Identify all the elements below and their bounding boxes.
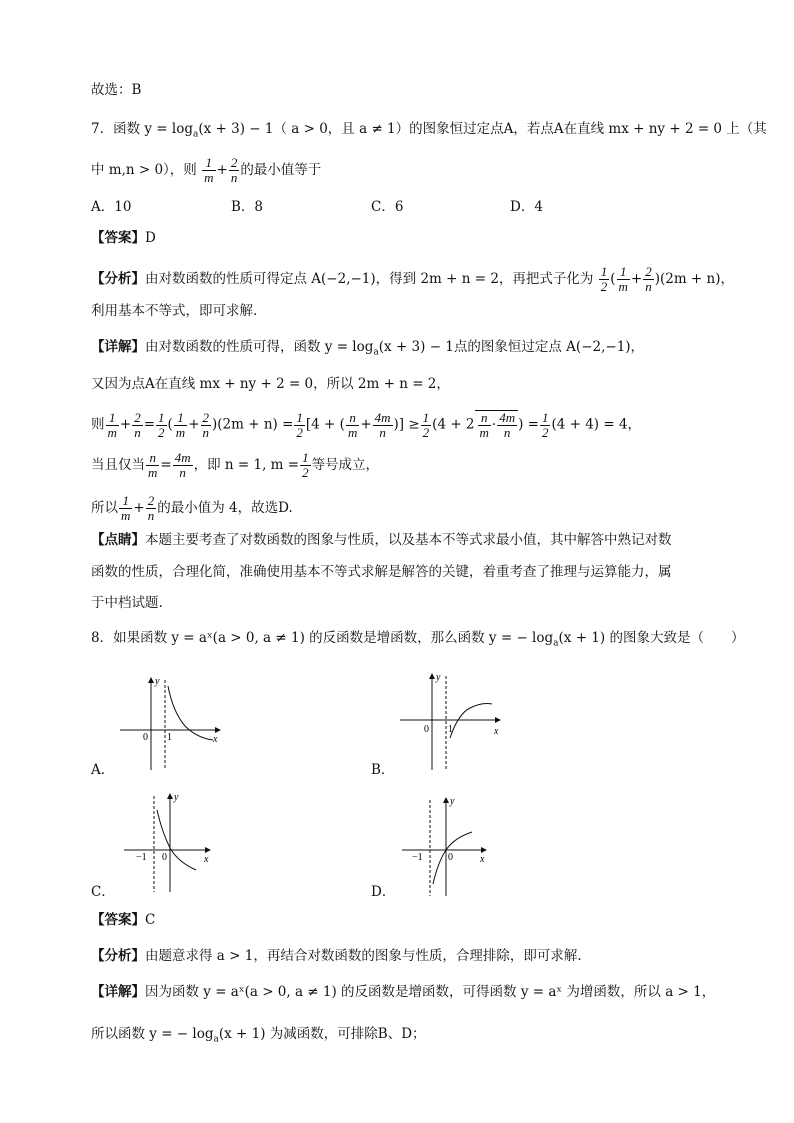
log-base: a	[213, 1034, 219, 1045]
fraction-half: $\frac{1}{2}$	[302, 450, 309, 480]
q7-comment-line-3: 于中档试题.	[91, 595, 163, 611]
fraction-n-over-m: $\frac{n}{m}$	[148, 450, 158, 480]
detail3-a: 则	[91, 416, 105, 433]
answer-tag: 【答案】	[91, 230, 145, 246]
detail-text-b: (x + 3) − 1点的图象恒过定点 A(−2,−1)，	[378, 339, 645, 355]
q7-stem-line-1	[91, 119, 767, 145]
fraction-half: $\frac{1}{2}$	[600, 264, 608, 294]
fraction-2-over-n: $\frac{2}{n}$	[202, 409, 209, 440]
detail4-b: ，即 n = 1, m =	[193, 457, 300, 473]
q7-option-d: D．4	[510, 199, 543, 215]
fraction-n-over-m: $\frac{n}{m}$	[347, 409, 358, 440]
fraction-half: $\frac{1}{2}$	[422, 409, 430, 440]
fraction-half: $\frac{1}{2}$	[541, 409, 549, 440]
detail5-a: 所以	[91, 500, 118, 516]
answer-value: D	[145, 230, 156, 246]
q7-analysis-line-1: 【分析】由对数函数的性质可得定点 A(−2,−1)，得到 2m + n = 2，再把式子化为 $\frac{1}{2}$ ( $\frac{1}{m}$ + $\frac{2}{n}$ )(2m + n)，	[91, 264, 734, 294]
fraction-2-over-n: $\frac{2}{n}$	[134, 409, 141, 440]
q7-analysis-line-2: 利用基本不等式，即可求解.	[91, 303, 258, 319]
fraction-1-over-m: $\frac{1}{m}$	[175, 409, 186, 440]
detail-text-a: 所以函数 y = − log	[91, 1026, 214, 1042]
detail-text: 因为函数 y = aˣ(a > 0, a ≠ 1) 的反函数是增函数，可得函数 y = aˣ 为增函数，所以 a > 1，	[145, 984, 716, 1000]
q8-detail-line-2	[91, 1024, 426, 1050]
detail-text-b: (x + 1) 为减函数，可排除B、D；	[218, 1026, 426, 1042]
q7-detail-line-3: 则 $\frac{1}{m}$ + $\frac{2}{n}$ = $\frac{1}{2}$ ( $\frac{1}{m}$ + $\frac{2}{n}$ )(2m + n) = $\frac{1}{2}$ [4 + ( $\frac{n}{m}$ + $\frac{4m}{n}$ )] ≥ $\frac{1}{2}$ (4 + 2 $\frac{n}{m}$ · $\frac{4m}{n}$ ) = $\frac{1}{2}$ (4 + 4) = 4，	[91, 409, 642, 440]
detail-text-a: 由对数函数的性质可得，函数 y = log	[145, 339, 374, 355]
fraction-4m-over-n: $\frac{4m}{n}$	[174, 450, 191, 480]
q7-option-b: B．8	[231, 199, 264, 215]
q8-answer	[91, 910, 155, 930]
q7-detail-line-1	[91, 337, 644, 363]
q8-detail-line-1	[91, 982, 715, 1002]
fraction-1-over-m: $\frac{1}{m}$	[618, 264, 628, 294]
q8-option-c: C．	[91, 884, 115, 900]
log-base: a	[193, 129, 199, 140]
q7-stem-line-2: 中 m,n > 0），则 $\frac{1}{m}$ + $\frac{2}{n}$ 的最小值等于	[91, 155, 322, 185]
fraction-2-over-n: $\frac{2}{n}$	[230, 155, 238, 185]
fraction-2-over-n: $\frac{2}{n}$	[147, 493, 155, 523]
q7-answer	[91, 228, 156, 248]
q7-stem-part-a: 7．函数 y = log	[91, 121, 193, 137]
q7-stem-part-c2: 的最小值等于	[240, 162, 322, 178]
graph-label-one: 1	[167, 732, 172, 743]
detail4-c: 等号成立，	[311, 457, 380, 473]
detail3-b: (2m + n) =	[217, 416, 294, 433]
q7-comment-line-1	[91, 530, 672, 550]
graph-option-d	[400, 792, 496, 898]
detail4-a: 当且仅当	[91, 457, 145, 473]
graph-option-a	[115, 672, 225, 772]
fraction-half: $\frac{1}{2}$	[158, 409, 165, 440]
q8-text-b: (x + 1) 的图象大致是（ ）	[558, 630, 745, 646]
detail3-f: ) =	[518, 416, 539, 433]
graph-label-x: x	[494, 726, 499, 737]
q8-option-d: D．	[371, 884, 396, 900]
q7-option-c: C．6	[371, 199, 404, 215]
fraction-1-over-m: $\frac{1}{m}$	[204, 155, 214, 185]
graph-label-y: y	[155, 676, 160, 687]
analysis-text-b: (2m + n)，	[659, 271, 734, 287]
q7-option-a: A．10	[91, 199, 132, 215]
graph-label-zero: 0	[448, 852, 453, 863]
detail3-c: [4 + (	[305, 416, 345, 433]
analysis-text: 由题意求得 a > 1，再结合对数函数的图象与性质，合理排除，即可求解.	[145, 948, 582, 964]
fraction-4m-over-n: $\frac{4m}{n}$	[374, 409, 391, 440]
graph-label-y: y	[450, 796, 455, 807]
sqrt-expression: $\frac{n}{m}$ · $\frac{4m}{n}$	[475, 410, 519, 440]
q7-detail-line-5: 所以 $\frac{1}{m}$ + $\frac{2}{n}$ 的最小值为 4，故选D.	[91, 493, 293, 523]
detail3-e: (4 + 2	[432, 416, 475, 433]
fraction-half: $\frac{1}{2}$	[296, 409, 303, 440]
graph-label-zero: 0	[424, 724, 429, 735]
q8-option-a: A．	[91, 762, 115, 778]
q7-detail-line-2: 又因为点A在直线 mx + ny + 2 = 0，所以 2m + n = 2，	[91, 376, 450, 392]
detail-tag: 【详解】	[91, 339, 145, 355]
detail3-g: (4 + 4) = 4，	[551, 416, 642, 433]
analysis-text: 由对数函数的性质可得定点 A(−2,−1)，得到 2m + n = 2，再把式子化为	[145, 271, 594, 287]
detail5-b: 的最小值为 4，故选D.	[157, 500, 293, 516]
q7-comment-line-2: 函数的性质，合理化简，准确使用基本不等式求解是解答的关键，着重考查了推理与运算能力，属	[91, 564, 672, 580]
graph-label-neg-one: −1	[136, 852, 147, 863]
comment-tag: 【点睛】	[91, 532, 145, 548]
graph-label-x: x	[204, 854, 209, 865]
q8-option-b: B．	[371, 762, 395, 778]
analysis-tag: 【分析】	[91, 271, 145, 287]
fraction-2-over-n: $\frac{2}{n}$	[645, 264, 652, 294]
graph-label-neg-one: −1	[412, 852, 423, 863]
detail3-d: )] ≥	[393, 416, 420, 433]
log-base: a	[553, 638, 559, 649]
graph-label-zero: 0	[143, 732, 148, 743]
answer-tag: 【答案】	[91, 912, 145, 928]
q7-stem-part-b: (x + 3) − 1（ a > 0，且 a ≠ 1）的图象恒过定点A，若点A在直线 mx + ny + 2 = 0 上（其	[198, 121, 767, 137]
comment-text-1: 本题主要考查了对数函数的图象与性质，以及基本不等式求最小值，其中解答中熟记对数	[145, 532, 672, 548]
graph-option-c	[122, 788, 218, 894]
graph-option-b	[398, 668, 508, 772]
analysis-tag: 【分析】	[91, 948, 145, 964]
graph-label-x: x	[213, 734, 218, 745]
graph-label-y: y	[436, 672, 441, 683]
q7-detail-line-4: 当且仅当 $\frac{n}{m}$ = $\frac{4m}{n}$ ，即 n = 1, m = $\frac{1}{2}$ 等号成立，	[91, 450, 380, 480]
graph-label-x: x	[480, 854, 485, 865]
q7-stem-part-c1: 中 m,n > 0），则	[91, 162, 197, 178]
detail-tag: 【详解】	[91, 984, 145, 1000]
graph-label-zero: 0	[162, 852, 167, 863]
prev-answer-line: 故选：B	[91, 82, 142, 98]
fraction-1-over-m: $\frac{1}{m}$	[107, 409, 117, 440]
q8-text-a: 8．如果函数 y = aˣ(a > 0, a ≠ 1) 的反函数是增函数，那么函数 y = − log	[91, 630, 554, 646]
q8-stem	[91, 628, 744, 654]
graph-label-one: 1	[448, 724, 453, 735]
graph-label-y: y	[174, 792, 179, 803]
q8-analysis	[91, 946, 582, 966]
log-base: a	[373, 347, 379, 358]
answer-value: C	[145, 912, 156, 928]
fraction-1-over-m: $\frac{1}{m}$	[121, 493, 131, 523]
